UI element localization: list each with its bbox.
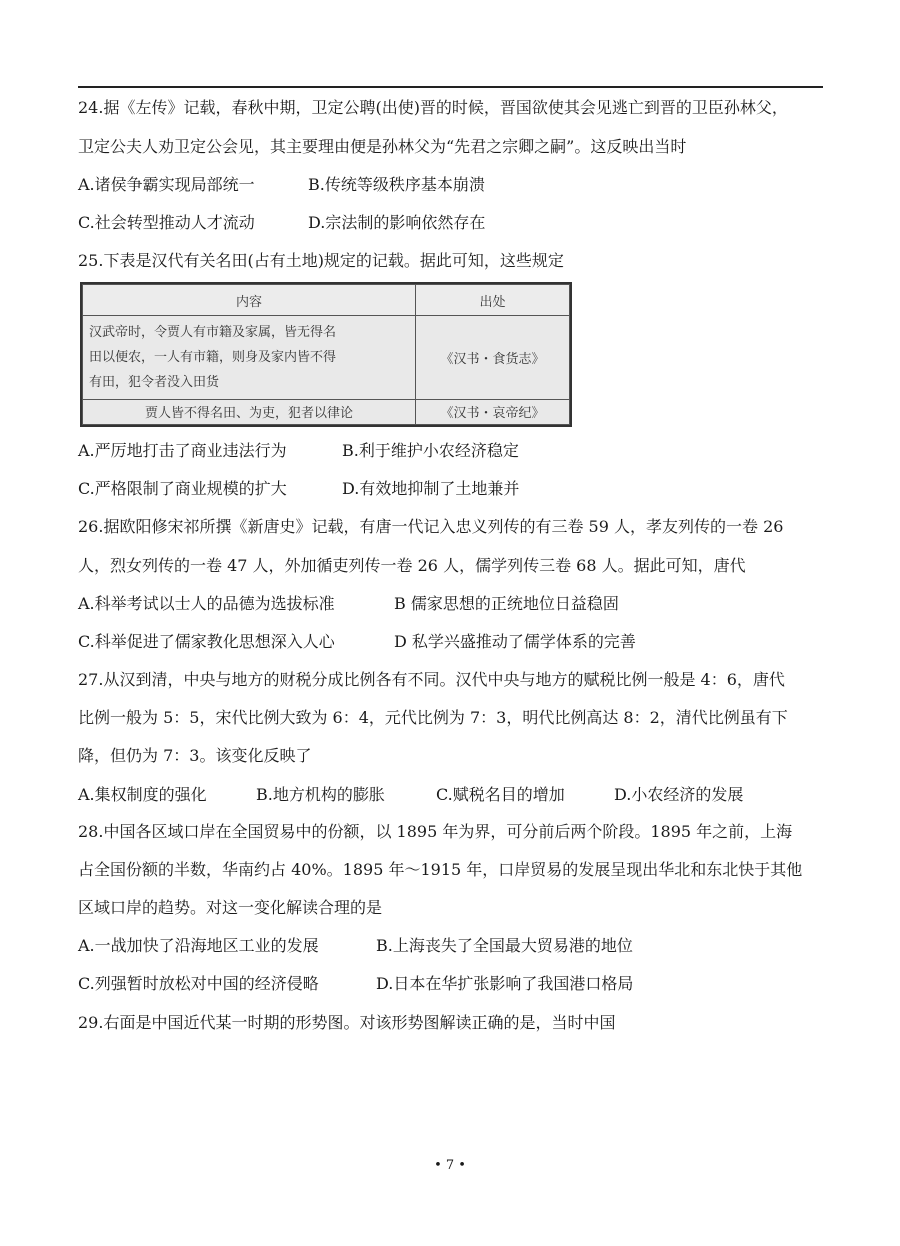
q27-stem-line1: 27.从汉到清，中央与地方的财税分成比例各有不同。汉代中央与地方的赋税比例一般是 4：6，唐代 [78, 670, 785, 689]
q27-stem-line2: 比例一般为 5：5，宋代比例大致为 6：4，元代比例为 7：3，明代比例高达 8：2，清代比例虽有下 [78, 708, 788, 727]
table-cell-content: 贾人皆不得名田、为吏，犯者以律论 [83, 399, 416, 424]
q26-stem-line1: 26.据欧阳修宋祁所撰《新唐史》记载，有唐一代记入忠义列传的有三卷 59 人，孝友列传的一卷 26 [78, 517, 784, 536]
q24-stem-line2: 卫定公夫人劝卫定公会见，其主要理由便是孙林父为“先君之宗卿之嗣”。这反映出当时 [78, 137, 687, 156]
q27-stem-line3: 降，但仍为 7：3。该变化反映了 [78, 746, 312, 765]
q26-option-b[interactable]: B 儒家思想的正统地位日益稳固 [394, 594, 619, 613]
q25-table [80, 282, 572, 427]
cell-line: 田以便农，一人有市籍，则身及家内皆不得 [89, 349, 337, 365]
table-cell-content [83, 316, 416, 400]
table-header-source: 出处 [416, 285, 570, 316]
q25-option-d[interactable]: D.有效地抑制了土地兼并 [342, 479, 520, 498]
top-rule [78, 86, 823, 88]
q26-stem-line2: 人，烈女列传的一卷 47 人，外加循吏列传一卷 26 人，儒学列传三卷 68 人。据此可知，唐代 [78, 556, 746, 575]
q27-option-c[interactable]: C.赋税名目的增加 [436, 785, 565, 804]
cell-line: 汉武帝时，令贾人有市籍及家属，皆无得名 [89, 324, 337, 340]
q28-stem-line1: 28.中国各区域口岸在全国贸易中的份额，以 1895 年为界，可分前后两个阶段。1895 年之前，上海 [78, 822, 793, 841]
q25-stem: 25.下表是汉代有关名田(占有土地)规定的记载。据此可知，这些规定 [78, 251, 564, 270]
q24-option-c[interactable]: C.社会转型推动人才流动 [78, 213, 255, 232]
q28-option-d[interactable]: D.日本在华扩张影响了我国港口格局 [376, 974, 634, 993]
q27-option-d[interactable]: D.小农经济的发展 [614, 785, 744, 804]
table-row [83, 316, 570, 400]
q28-option-c[interactable]: C.列强暂时放松对中国的经济侵略 [78, 974, 319, 993]
table-cell-source: 《汉书・哀帝纪》 [416, 399, 570, 424]
q25-option-a[interactable]: A.严厉地打击了商业违法行为 [78, 441, 287, 460]
table-row [83, 399, 570, 424]
q28-stem-line3: 区域口岸的趋势。对这一变化解读合理的是 [78, 898, 383, 917]
q26-option-a[interactable]: A.科举考试以士人的品德为选拔标准 [78, 594, 335, 613]
q27-option-b[interactable]: B.地方机构的膨胀 [256, 785, 385, 804]
q27-option-a[interactable]: A.集权制度的强化 [78, 785, 207, 804]
q24-option-b[interactable]: B.传统等级秩序基本崩溃 [308, 175, 485, 194]
q28-option-a[interactable]: A.一战加快了沿海地区工业的发展 [78, 936, 319, 955]
q26-option-d[interactable]: D 私学兴盛推动了儒学体系的完善 [394, 632, 636, 651]
q25-option-b[interactable]: B.利于维护小农经济稳定 [342, 441, 519, 460]
q24-option-d[interactable]: D.宗法制的影响依然存在 [308, 213, 486, 232]
table-header-content: 内容 [83, 285, 416, 316]
q28-stem-line2: 占全国份额的半数，华南约占 40%。1895 年～1915 年，口岸贸易的发展呈现出华北和东北快于其他 [78, 860, 803, 879]
table-cell-source: 《汉书・食货志》 [416, 316, 570, 400]
cell-line: 有田，犯令者没入田货 [89, 374, 220, 390]
q29-stem: 29.右面是中国近代某一时期的形势图。对该形势图解读正确的是，当时中国 [78, 1013, 616, 1032]
q28-option-b[interactable]: B.上海丧失了全国最大贸易港的地位 [376, 936, 633, 955]
q26-option-c[interactable]: C.科举促进了儒家教化思想深入人心 [78, 632, 335, 651]
q25-option-c[interactable]: C.严格限制了商业规模的扩大 [78, 479, 287, 498]
page-number: • 7 • [434, 1158, 466, 1173]
q24-stem-line1: 24.据《左传》记载，春秋中期，卫定公聘(出使)晋的时候，晋国欲使其会见逃亡到晋的卫臣孙林父， [78, 98, 788, 117]
q24-option-a[interactable]: A.诸侯争霸实现局部统一 [78, 175, 255, 194]
